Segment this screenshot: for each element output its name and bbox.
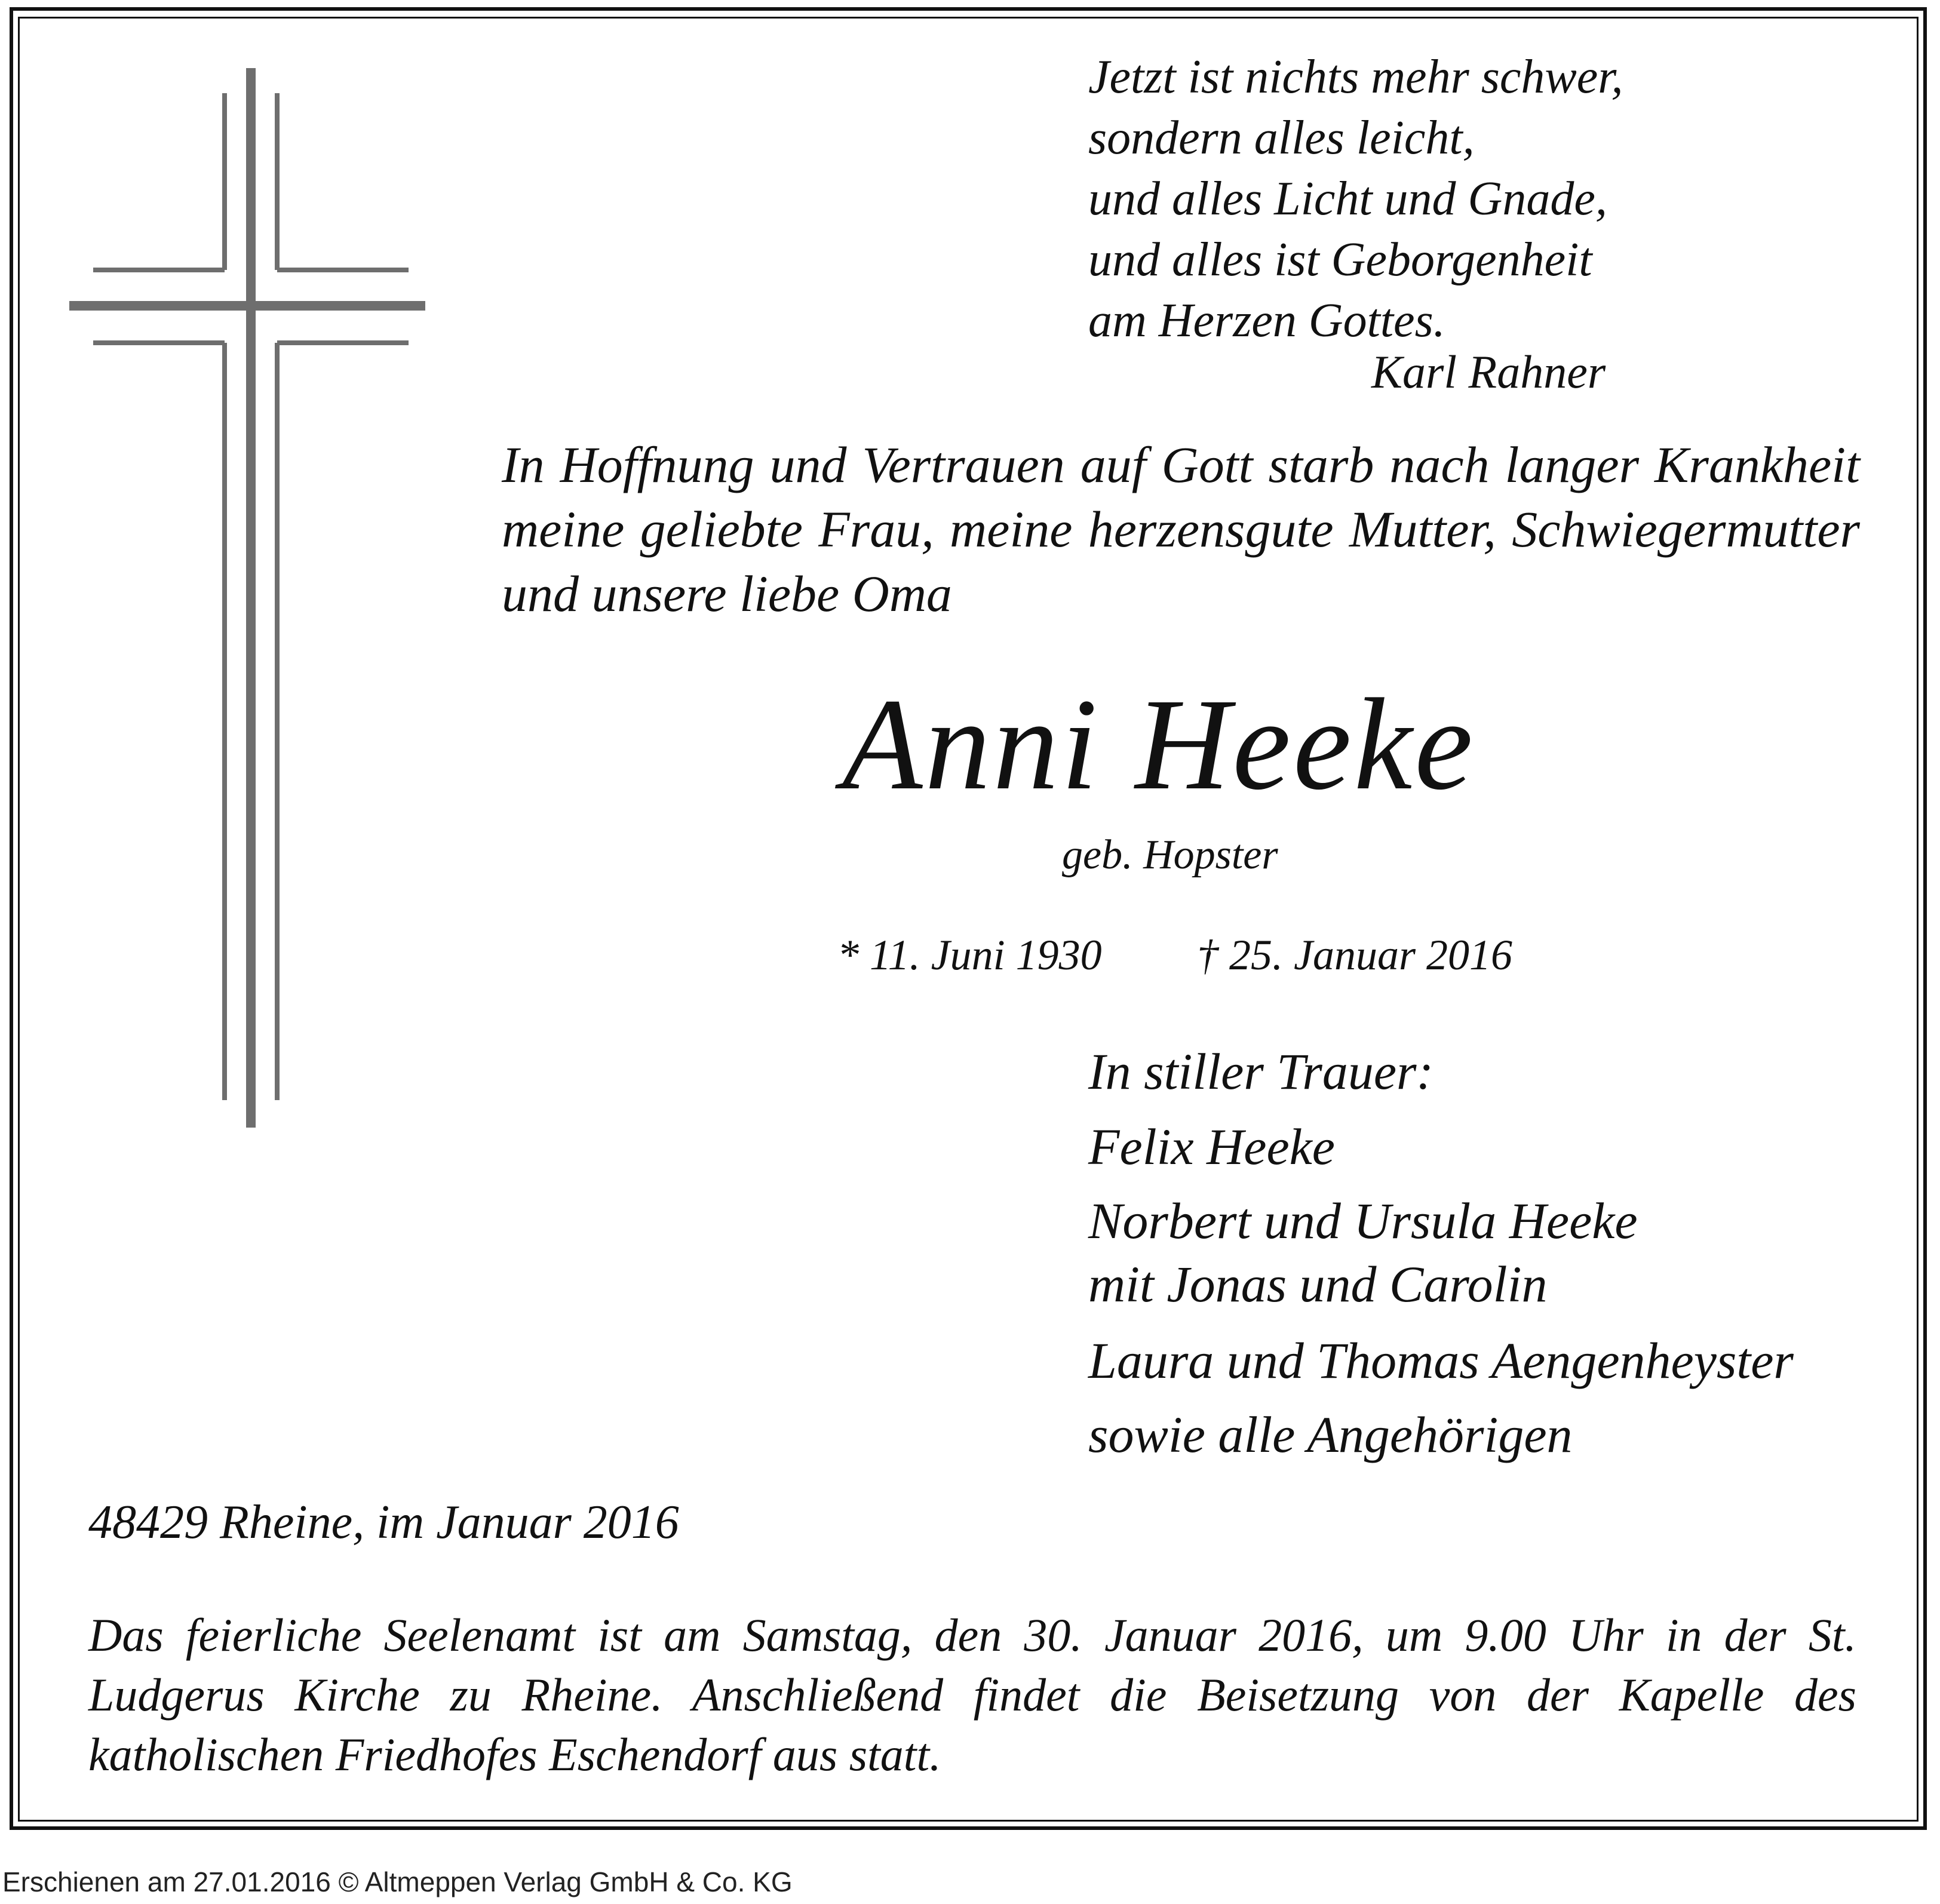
poem-line: und alles ist Geborgenheit (1088, 234, 1592, 286)
announcement-text: In Hoffnung und Vertrauen auf Gott starb nach langer Krankheit meine geliebte Frau, meine herzensgute Mutter, Schwiegermutter und unsere liebe Oma (502, 436, 1860, 622)
poem-line: sondern alles leicht, (1088, 112, 1475, 164)
poem (1088, 47, 1623, 351)
publication-footer: Erschienen am 27.01.2016 © Altmeppen Verlag GmbH & Co. KG (2, 1866, 793, 1897)
birth-date: * 11. Juni 1930 (837, 931, 1102, 979)
mourner-line: Laura und Thomas Aengenheyster (1088, 1332, 1794, 1389)
poem-author: Karl Rahner (1371, 346, 1606, 398)
poem-line: Jetzt ist nichts mehr schwer, (1088, 51, 1623, 103)
service-notice: Das feierliche Seelenamt ist am Samstag, den 30. Januar 2016, um 9.00 Uhr in der St. Ludgerus Kirche zu Rheine. Anschließend findet die Beisetzung von der Kapelle des katholischen Friedhofes Eschendorf aus statt. (88, 1609, 1856, 1780)
mourner-line: Norbert und Ursula Heeke (1088, 1192, 1638, 1249)
deceased-name: Anni Heeke (842, 671, 1475, 817)
mourners-heading: In stiller Trauer: (1088, 1043, 1434, 1100)
place-date: 48429 Rheine, im Januar 2016 (88, 1496, 679, 1549)
mourner-line: Felix Heeke (1088, 1118, 1335, 1175)
death-date: † 25. Januar 2016 (1197, 931, 1512, 979)
cross-icon (60, 60, 442, 1135)
birth-name: geb. Hopster (1062, 832, 1278, 878)
mourner-line: sowie alle Angehörigen (1088, 1406, 1573, 1463)
mourner-line: mit Jonas und Carolin (1088, 1255, 1548, 1313)
poem-line: und alles Licht und Gnade, (1088, 173, 1607, 225)
poem-line: am Herzen Gottes. (1088, 294, 1445, 347)
